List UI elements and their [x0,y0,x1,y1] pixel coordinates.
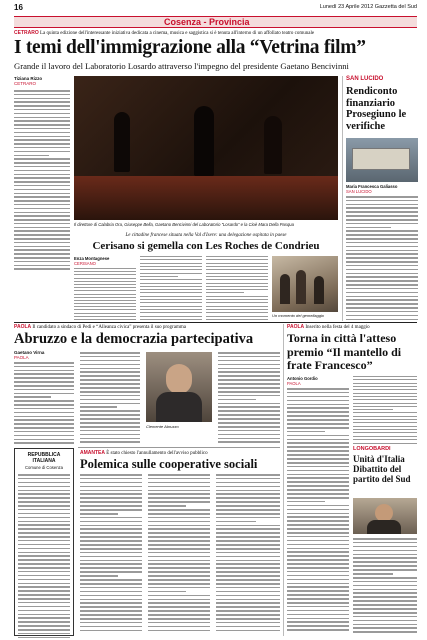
page-number: 16 [14,3,23,12]
photo-stage-light [74,176,338,220]
lead-kicker-place: CETRARO [14,30,39,36]
amantea-rule [78,447,280,448]
longobardi-photo [353,498,417,534]
paola-left-kicker-text: Il candidato a sindaco di Pedi e “Alleanza civica” presenta il suo programma [32,325,186,330]
lead-headline: I temi dell'immigrazione alla “Vetrina film” [14,37,366,58]
paola-right-kicker-text: Inserito nella festa del 4 maggio [305,325,370,330]
lead-kicker-text: La quinta edizione dell'interessante iniziativa dedicata a cinema, musica e saggistica si è tenuta all'interno di un affollato teatro comunale [39,31,315,36]
paola-left-photo-caption: Clemente Abruzzo [146,424,179,429]
paola-left-byline [14,350,70,360]
longobardi-headline: Unità d'Italia Dibattito del partito del Sud [353,454,411,484]
paola-left-headline: Abruzzo e la democrazia partecipativa [14,331,254,347]
lead-byline [14,76,70,86]
middle-body-col3 [206,256,268,320]
middle-body-col2 [140,256,202,320]
lead-photo-caption: Il direttore di Calabria Ora, Giuseppe Bella, Gaetano Bencivinni del Laboratorio “Losardo” e la Cioè Mara Della Pasqua [74,222,294,227]
lead-body-col1 [14,90,70,270]
paola-left-place: PAOLA [14,324,32,330]
longobardi-place: LONGOBARDI [353,446,391,452]
paola-left-photo [146,352,212,422]
middle-byline-name: Enza Montagnese [74,256,110,261]
sidebar-byline [346,184,418,194]
middle-byline [74,256,136,266]
amantea-headline: Polemica sulle cooperative sociali [80,457,258,471]
sidebar-byline-place: SAN LUCIDO [346,189,372,194]
paola-left-kicker [14,324,280,331]
ad-heading: REPUBBLICA ITALIANA [27,452,61,464]
sidebar-headline: Rendiconto finanziario Prosegiuno le verifiche [346,86,407,132]
sidebar-place: SAN LUCIDO [346,76,384,82]
paola-right-byline [287,376,347,386]
paola-right-byline-place: PAOLA [287,381,301,386]
lead-subhead: Grande il lavoro del Laboratorio Losardo attraverso l'impegno del presidente Gaetano Bencivinni [14,61,349,71]
paola-right-divider [283,324,284,636]
middle-photo [272,256,338,312]
paola-left-body-col2 [80,352,140,444]
ad-notice [14,448,74,636]
section-bar [14,16,417,28]
paola-right-kicker [287,324,417,331]
sidebar-photo [346,138,418,182]
amantea-body-col1 [80,474,142,636]
paola-left-byline-name: Gaetano Virna [14,350,45,355]
lead-byline-place: CETRARO [14,81,37,86]
middle-headline: Cerisano si gemella con Les Roches de Condrieu [92,240,320,252]
paola-left-body-col3 [218,352,280,444]
longobardi-body [353,538,417,636]
middle-body-col1 [74,268,136,320]
lead-kicker [14,30,417,37]
photo-figure [194,106,214,176]
sidebar-body [346,196,418,320]
amantea-place: AMANTEA [80,450,105,456]
paola-right-headline: Torna in città l'atteso premio “Il mantello di frate Francesco” [287,331,402,372]
lead-photo [74,76,338,220]
middle-byline-place: CERISANO [74,261,96,266]
amantea-body-col2 [148,474,210,636]
amantea-kicker-text: È stato chiesto l'annullamento dell'avviso pubblico [106,451,208,456]
sidebar-divider [342,76,343,321]
ad-subheading: Comune di Cosenza [25,465,63,470]
section-rule [14,322,417,323]
paola-left-byline-place: PAOLA [14,355,29,360]
longobardi-rule [353,443,417,444]
amantea-kicker [80,450,280,457]
lead-byline-name: Tiziana Rizzo [14,76,43,81]
paola-right-byline-name: Antonio Gordio [287,376,318,381]
page-header [14,3,417,15]
paola-right-body-col1 [287,388,349,636]
photo-figure [114,112,130,172]
paola-right-body-col2 [353,376,417,440]
ad-body [18,474,70,638]
amantea-body-col3 [216,474,280,636]
middle-photo-caption: Un momento del gemellaggio [272,313,325,318]
photo-figure [264,116,282,174]
paola-right-place: PAOLA [287,324,305,330]
section-title: Cosenza - Provincia [164,17,250,27]
date-paper: Lunedì 23 Aprile 2012 Gazzetta del Sud [319,4,417,10]
paola-left-body-col1 [14,362,74,444]
sidebar-byline-name: Maria Francesca Galiasso [346,184,398,189]
middle-kicker: Le cittadine francese situata nella Val d'Isere: una delegazione ospitata in paese [125,233,287,238]
